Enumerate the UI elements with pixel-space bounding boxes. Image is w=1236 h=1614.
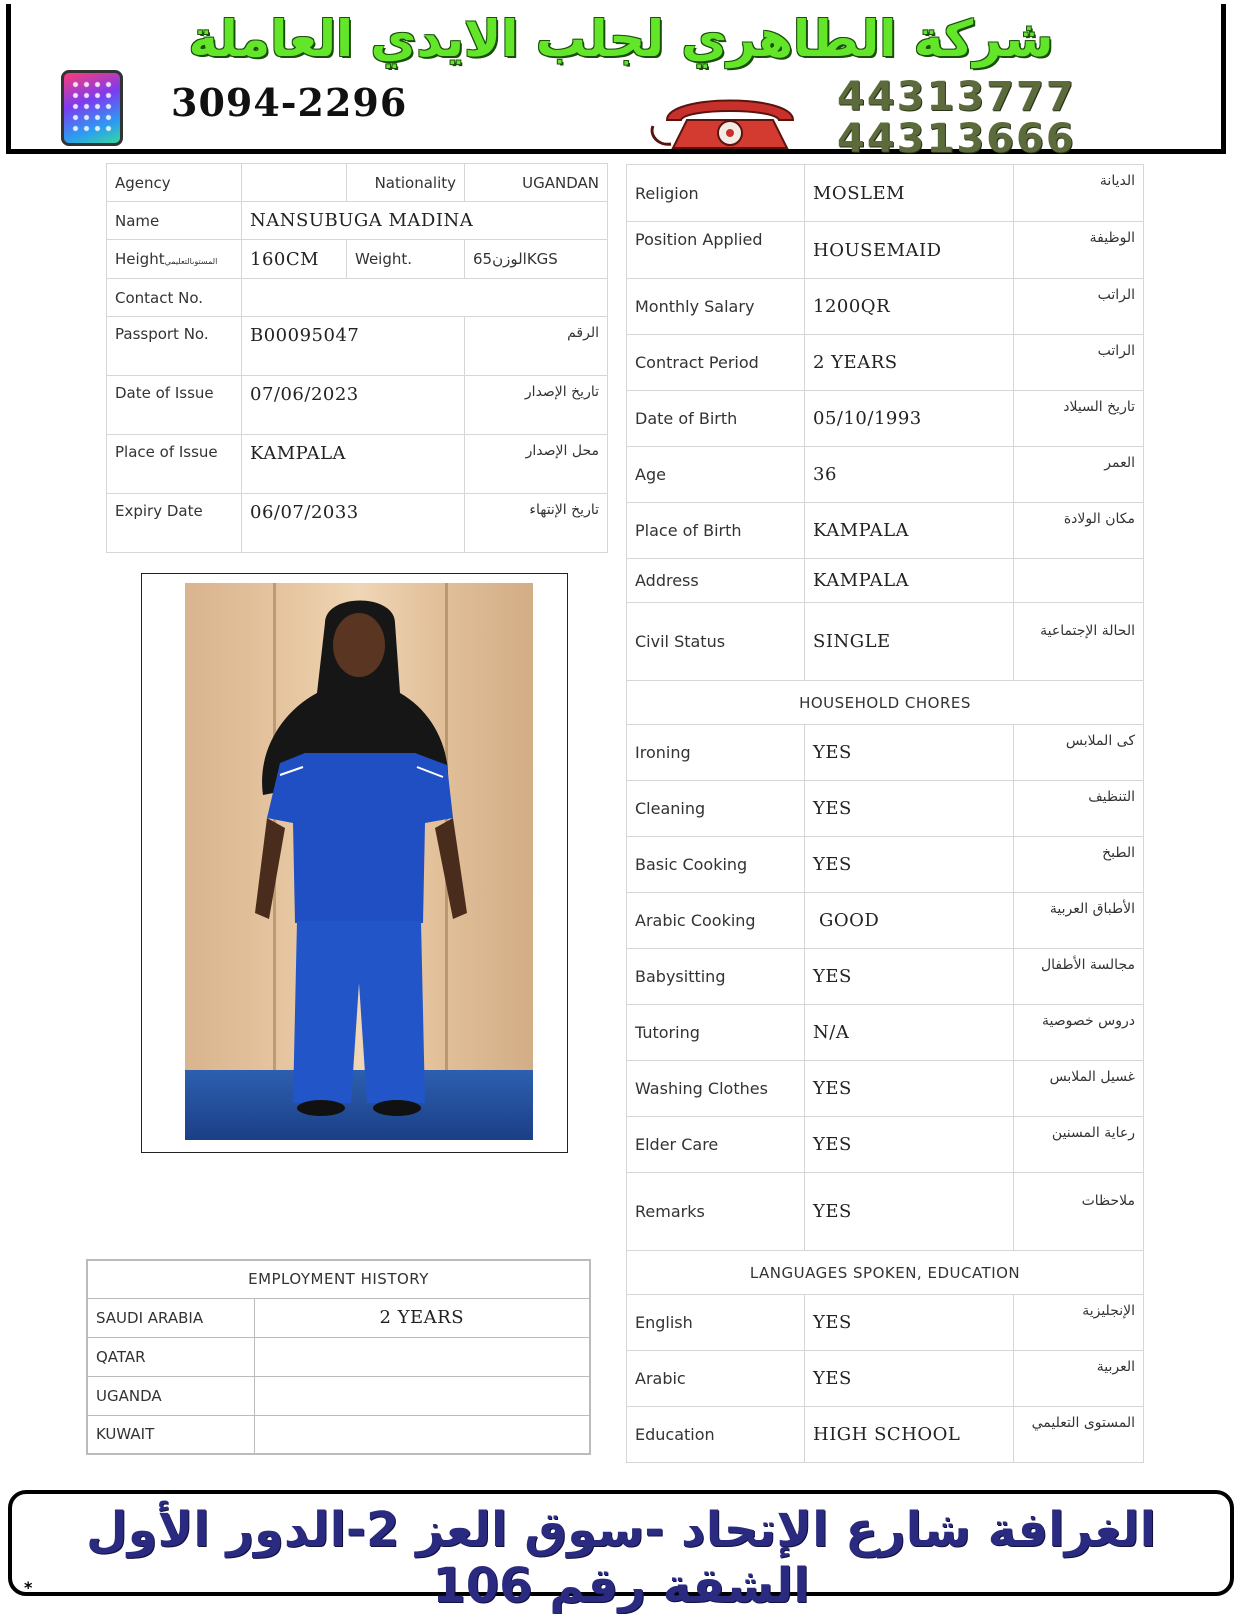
detail-row [627,603,1144,681]
chore-row [627,781,1144,837]
telephone-icon [647,86,813,150]
civil-status-value: SINGLE [805,603,1014,681]
chore-label: Washing Clothes [627,1061,805,1117]
salary-arabic-label: الراتب [1014,279,1144,335]
chore-arabic-label: الأطباق العربية [1014,893,1144,949]
chore-value: YES [805,949,1014,1005]
height-weight-row [107,240,608,279]
chore-arabic-label: التنظيف [1014,781,1144,837]
salary-label: Monthly Salary [627,279,805,335]
language-row [627,1295,1144,1351]
chore-label: Tutoring [627,1005,805,1061]
employment-country: KUWAIT [87,1415,254,1454]
chore-arabic-label: دروس خصوصية [1014,1005,1144,1061]
chore-arabic-label: ملاحظات [1014,1173,1144,1251]
dob-arabic-label: تاريخ السيلاد [1014,391,1144,447]
height-value: 160CM [242,240,347,279]
issue-date-row [107,376,608,435]
employment-duration [254,1415,590,1454]
weight-arabic-label: الوزن [492,250,527,268]
employment-country: UGANDA [87,1376,254,1415]
expiry-label: Expiry Date [107,494,242,553]
language-value: YES [805,1295,1014,1351]
height-arabic-label: المستوىالتعليمي [164,257,218,266]
language-arabic-label: الإنجليزية [1014,1295,1144,1351]
languages-header: LANGUAGES SPOKEN, EDUCATION [627,1251,1144,1295]
employment-row [87,1298,590,1337]
employment-history-table [86,1259,591,1455]
passport-label: Passport No. [107,317,242,376]
passport-row [107,317,608,376]
chore-row [627,1061,1144,1117]
letterhead [6,4,1226,162]
weight-value-cell [465,240,608,279]
language-row [627,1407,1144,1463]
applicant-photo [185,583,533,1140]
chore-label: Ironing [627,725,805,781]
religion-arabic-label: الديانة [1014,165,1144,222]
name-row [107,202,608,240]
issue-date-arabic-label: تاريخ الإصدار [465,376,608,435]
employment-header-row [87,1260,590,1298]
chore-label: Elder Care [627,1117,805,1173]
weight-number: 65 [473,250,493,268]
chore-value: N/A [805,1005,1014,1061]
chore-row [627,1173,1144,1251]
birthplace-label: Place of Birth [627,503,805,559]
address-label: Address [627,559,805,603]
height-label: Height [115,250,165,268]
issue-date-label: Date of Issue [107,376,242,435]
chore-arabic-label: مجالسة الأطفال [1014,949,1144,1005]
language-row [627,1351,1144,1407]
mobile-number: 3094-2296 [171,80,408,125]
religion-value: MOSLEM [805,165,1014,222]
chore-value: YES [805,1173,1014,1251]
chore-row [627,1117,1144,1173]
issue-place-row [107,435,608,494]
section-header-row [627,1251,1144,1295]
agency-value [242,164,347,202]
nationality-label: Nationality [347,164,465,202]
name-label: Name [107,202,242,240]
photo-frame [141,573,568,1153]
passport-arabic-label: الرقم [465,317,608,376]
chore-label: Babysitting [627,949,805,1005]
employment-duration: 2 YEARS [254,1298,590,1337]
chore-row [627,837,1144,893]
language-value: YES [805,1351,1014,1407]
employment-row [87,1376,590,1415]
contract-arabic-label: الراتب [1014,335,1144,391]
name-value: NANSUBUGA MADINA [242,202,608,240]
agency-label: Agency [107,164,242,202]
position-value: HOUSEMAID [805,222,1014,279]
civil-status-arabic-label: الحالة الإجتماعية [1014,603,1144,681]
chore-value: YES [805,725,1014,781]
passport-value: B00095047 [242,317,465,376]
position-label: Position Applied [627,222,805,279]
issue-place-label: Place of Issue [107,435,242,494]
language-label: Arabic [627,1351,805,1407]
contact-value [242,279,608,317]
detail-row [627,222,1144,279]
employment-duration [254,1337,590,1376]
education-label: Education [627,1407,805,1463]
chore-value: YES [805,1117,1014,1173]
office-address: الغرافة شارع الإتحاد -سوق العز 2-الدور الأول الشقة رقم 106 [85,1502,1157,1614]
contact-label: Contact No. [107,279,242,317]
address-banner [8,1490,1234,1614]
chore-arabic-label: الطبخ [1014,837,1144,893]
applicant-figure [185,583,533,1140]
mobile-phone-icon [61,70,123,146]
religion-label: Religion [627,165,805,222]
household-chores-header: HOUSEHOLD CHORES [627,681,1144,725]
expiry-row [107,494,608,553]
birthplace-arabic-label: مكان الولادة [1014,503,1144,559]
language-arabic-label: العربية [1014,1351,1144,1407]
chore-label: Remarks [627,1173,805,1251]
chore-label: Arabic Cooking [627,893,805,949]
civil-status-label: Civil Status [627,603,805,681]
contract-value: 2 YEARS [805,335,1014,391]
chore-label: Cleaning [627,781,805,837]
education-value: HIGH SCHOOL [805,1407,1014,1463]
detail-row [627,279,1144,335]
employment-row [87,1337,590,1376]
height-label-cell [107,240,242,279]
chore-arabic-label: كى الملابس [1014,725,1144,781]
issue-date-value: 07/06/2023 [242,376,465,435]
nationality-value: UGANDAN [465,164,608,202]
age-arabic-label: العمر [1014,447,1144,503]
chore-arabic-label: غسيل الملابس [1014,1061,1144,1117]
dob-label: Date of Birth [627,391,805,447]
address-value: KAMPALA [805,559,1014,603]
detail-row [627,559,1144,603]
footnote-mark: * [24,1578,33,1597]
weight-label: Weight. [347,240,465,279]
detail-row [627,335,1144,391]
detail-row [627,447,1144,503]
contract-label: Contract Period [627,335,805,391]
education-arabic-label: المستوى التعليمي [1014,1407,1144,1463]
employment-history-header: EMPLOYMENT HISTORY [87,1260,590,1298]
detail-row [627,503,1144,559]
expiry-value: 06/07/2033 [242,494,465,553]
issue-place-value: KAMPALA [242,435,465,494]
age-label: Age [627,447,805,503]
salary-value: 1200QR [805,279,1014,335]
dob-value: 05/10/1993 [805,391,1014,447]
employment-row [87,1415,590,1454]
application-details-table [626,164,1144,1463]
landline-number-1: 44313777 [837,74,1076,120]
expiry-arabic-label: تاريخ الإنتهاء [465,494,608,553]
chore-value: YES [805,837,1014,893]
detail-row [627,391,1144,447]
landline-number-2: 44313666 [837,116,1076,162]
chore-row [627,949,1144,1005]
employment-duration [254,1376,590,1415]
chore-row [627,725,1144,781]
weight-unit: KGS [526,250,558,268]
agency-row [107,164,608,202]
section-header-row [627,681,1144,725]
contact-row [107,279,608,317]
chore-label: Basic Cooking [627,837,805,893]
language-label: English [627,1295,805,1351]
employment-country: QATAR [87,1337,254,1376]
chore-value: YES [805,781,1014,837]
issue-place-arabic-label: محل الإصدار [465,435,608,494]
position-arabic-label: الوظيفة [1014,222,1144,279]
age-value: 36 [805,447,1014,503]
chore-row [627,1005,1144,1061]
birthplace-value: KAMPALA [805,503,1014,559]
chore-value: YES [805,1061,1014,1117]
chore-value: GOOD [805,893,1014,949]
chore-row [627,893,1144,949]
company-name: شركة الطاهري لجلب الايدي العاملة [188,10,1054,68]
employment-country: SAUDI ARABIA [87,1298,254,1337]
personal-info-table [106,163,608,553]
address-arabic-label [1014,559,1144,603]
detail-row [627,165,1144,222]
chore-arabic-label: رعاية المسنين [1014,1117,1144,1173]
